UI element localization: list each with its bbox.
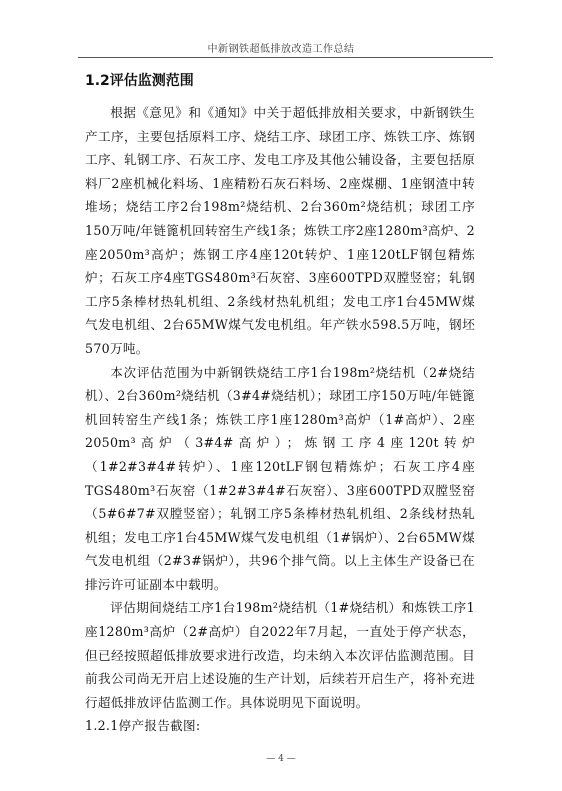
paragraph-1: 根据《意见》和《通知》中关于超低排放相关要求，中新钢铁生产工序，主要包括原料工序、烧结工序、球团工序、炼铁工序、炼钢工序、轧钢工序、石灰工序、发电工序及其他公辅设备，主要包括原料厂2座机械化料场、1座精粉石灰石料场、2座煤棚、1座钢渣中转堆场；烧结工序2台198m²烧结机、2台360m²烧结机；球团工序150万吨/年链篦机回转窑生产线1条；炼铁工序2座1280m³高炉、2座2050m³高炉；炼钢工序4座120t转炉、1座120tLF钢包精炼炉；石灰工序4座TGS480m³石灰窑、3座600TPD双膛竖窑；轧钢工序5条棒材热轧机组、2条线材热轧机组；发电工序1台45MW煤气发电机组、2台65MW煤气发电机组。年产铁水598.5万吨，钢坯570万吨。: [85, 105, 475, 356]
header-divider: [78, 57, 493, 58]
paragraph-3: 评估期间烧结工序1台198m²烧结机（1#烧结机）和炼铁工序1座1280m³高炉（2#高炉）自2022年7月起，一直处于停产状态，但已经按照超低排放要求进行改造，均未纳入本次评估监测范围。目前我公司尚无开启上述设施的生产计划，后续若开启生产，将补充进行超低排放评估监测工作。具体说明见下面说明。: [85, 600, 475, 710]
running-header: 中新钢铁超低排放改造工作总结: [207, 44, 355, 55]
paragraph-2: 本次评估范围为中新钢铁烧结工序1台198m²烧结机（2#烧结机）、2台360m²烧结机（3#4#烧结机）；球团工序150万吨/年链篦机回转窑生产线1条；炼铁工序1座1280m³高炉（1#高炉）、2座2050m³高炉（3#4#高炉）；炼钢工序4座120t转炉（1#2#3#4#转炉）、1座120tLF钢包精炼炉；石灰工序4座TGS480m³石灰窑（1#2#3#4#石灰窑）、3座600TPD双膛竖窑（5#6#7#双膛竖窑）；轧钢工序5条棒材热轧机组、2条线材热轧机组；发电工序1台45MW煤气发电机组（1#锅炉）、2台65MW煤气发电机组（2#3#锅炉），共96个排气筒。以上主体生产设备已在排污许可证副本中载明。: [85, 364, 475, 592]
subsection-title: 1.2.1停产报告截图:: [85, 718, 201, 734]
section-title: 1.2评估监测范围: [85, 73, 194, 89]
page-content: [85, 63, 475, 738]
page-number: — 4 —: [266, 754, 296, 764]
